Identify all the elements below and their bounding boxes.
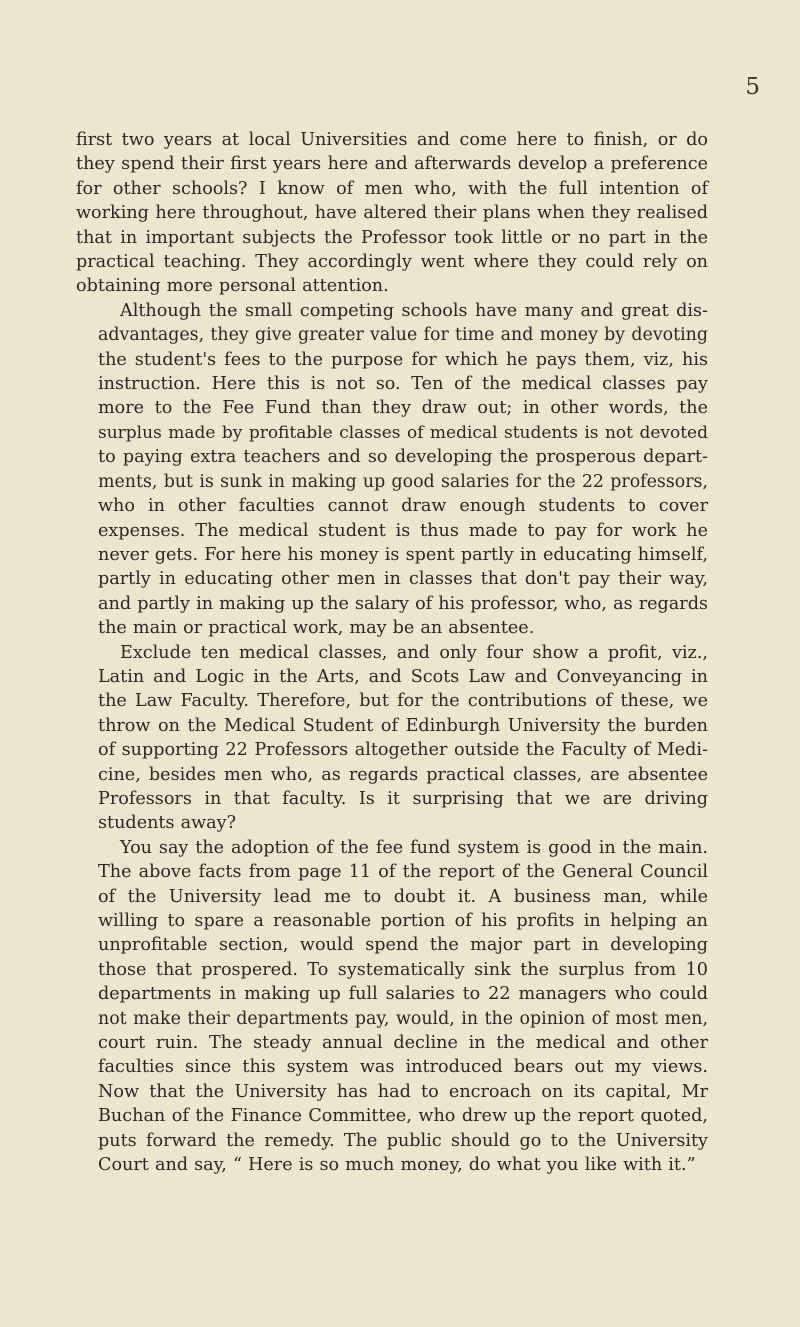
text-line: departments in making up full salaries to 22 managers who could (98, 984, 708, 1005)
text-line: the student's fees to the purpose for which he pays them, viz, his (98, 349, 708, 370)
text-line: the main or practical work, may be an absentee. (98, 618, 535, 639)
text-line: Latin and Logic in the Arts, and Scots Law and Conveyancing in (98, 666, 708, 687)
text-line: Court and say, “ Here is so much money, do what you like with it.” (98, 1155, 696, 1176)
page-number: 5 (745, 74, 760, 100)
text-line: the Law Faculty. Therefore, but for the contributions of these, we (98, 691, 708, 712)
text-line: working here throughout, have altered their plans when they realised (76, 203, 708, 224)
text-line: The above facts from page 11 of the report of the General Council (98, 862, 708, 883)
text-line: surplus made by profitable classes of medical students is not devoted (98, 422, 708, 443)
paragraph (76, 299, 708, 641)
paragraph (76, 128, 708, 299)
text-line: puts forward the remedy. The public should go to the University (98, 1130, 708, 1151)
text-line: Buchan of the Finance Committee, who drew up the report quoted, (98, 1106, 708, 1127)
text-line: those that prospered. To systematically sink the surplus from 10 (98, 959, 708, 980)
text-line: Exclude ten medical classes, and only four show a profit, viz., (120, 642, 708, 663)
text-line: partly in educating other men in classes that don't pay their way, (98, 569, 708, 590)
text-line: advantages, they give greater value for time and money by devoting (98, 325, 708, 346)
text-line: practical teaching. They accordingly went where they could rely on (76, 252, 708, 273)
text-line: expenses. The medical student is thus made to pay for work he (98, 520, 708, 541)
text-line: ments, but is sunk in making up good salaries for the 22 professors, (98, 471, 708, 492)
paragraph (76, 836, 708, 1178)
text-line: You say the adoption of the fee fund system is good in the main. (120, 837, 708, 858)
paragraph (76, 641, 708, 836)
body-text (76, 128, 708, 1177)
text-line: obtaining more personal attention. (76, 276, 389, 297)
text-line: that in important subjects the Professor took little or no part in the (76, 227, 708, 248)
text-line: court ruin. The steady annual decline in the medical and other (98, 1033, 708, 1054)
text-line: they spend their first years here and afterwards develop a preference (76, 154, 708, 175)
text-line: of supporting 22 Professors altogether outside the Faculty of Medi- (98, 740, 708, 761)
text-line: unprofitable section, would spend the major part in developing (98, 935, 708, 956)
text-line: for other schools? I know of men who, with the full intention of (76, 178, 708, 199)
text-line: to paying extra teachers and so developing the prosperous depart- (98, 447, 708, 468)
text-line: students away? (98, 813, 237, 834)
text-line: of the University lead me to doubt it. A business man, while (98, 886, 708, 907)
text-line: faculties since this system was introduced bears out my views. (98, 1057, 708, 1078)
text-line: willing to spare a reasonable portion of his profits in helping an (98, 911, 708, 931)
text-line: and partly in making up the salary of his professor, who, as regards (98, 593, 708, 614)
text-line: who in other faculties cannot draw enough students to cover (98, 496, 708, 517)
text-line: never gets. For here his money is spent partly in educating himself, (98, 544, 708, 565)
text-line: more to the Fee Fund than they draw out; in other words, the (98, 398, 708, 419)
text-line: not make their departments pay, would, in the opinion of most men, (98, 1008, 708, 1029)
text-line: Although the small competing schools have many and great dis- (120, 300, 708, 321)
text-line: instruction. Here this is not so. Ten of the medical classes pay (98, 374, 708, 395)
text-line: cine, besides men who, as regards practical classes, are absentee (98, 764, 708, 785)
text-line: throw on the Medical Student of Edinburgh University the burden (98, 715, 708, 736)
text-line: Now that the University has had to encroach on its capital, Mr (98, 1081, 708, 1102)
text-line: Professors in that faculty. Is it surprising that we are driving (98, 788, 708, 809)
text-line: first two years at local Universities and come here to finish, or do (76, 130, 708, 150)
